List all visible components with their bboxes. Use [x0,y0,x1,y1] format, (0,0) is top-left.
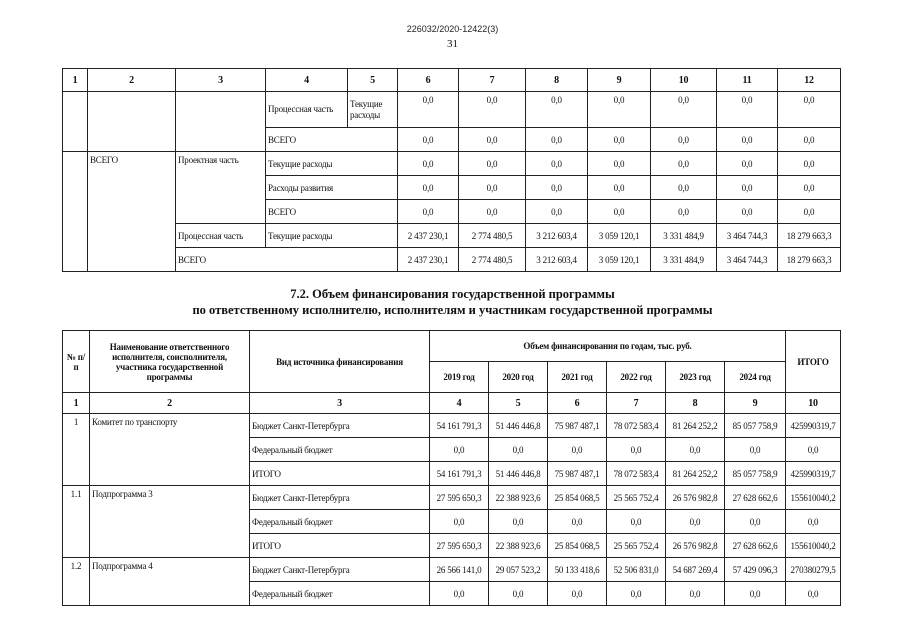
value-cell: 0,0 [398,176,459,200]
row-label: ВСЕГО [176,248,398,272]
value-cell: 0,0 [398,152,459,176]
value-cell: 0,0 [778,92,841,128]
row-number: 1 [63,414,90,486]
col-number: 8 [526,69,588,92]
value-cell: 57 429 096,3 [725,558,786,582]
table-row [63,558,841,582]
table-row [63,486,841,510]
value-cell: 270380279,5 [786,558,841,582]
value-cell: 27 595 650,3 [430,534,489,558]
value-cell: 0,0 [526,200,588,224]
value-cell: 0,0 [666,510,725,534]
value-cell: 18 279 663,3 [778,224,841,248]
value-cell: 75 987 487,1 [548,462,607,486]
header-name: Наименование ответственного исполнителя, соисполнителя, участника государственной программы [90,331,250,393]
value-cell: 0,0 [459,128,526,152]
document-number: 226032/2020-12422(3) [406,24,499,34]
section-subtitle: по ответственному исполнителю, исполнителям и участникам государственной программы [192,303,713,317]
financing-by-executor-table [62,330,841,606]
value-cell: 3 464 744,3 [717,248,778,272]
row-group-label: Процессная часть [176,224,266,248]
row-label: Расходы развития [266,176,398,200]
value-cell: 0,0 [489,438,548,462]
header-source: Вид источника финансирования [250,331,430,393]
value-cell: 0,0 [725,510,786,534]
col-number: 4 [266,69,348,92]
col-number: 2 [90,393,250,414]
value-cell: 3 464 744,3 [717,224,778,248]
funding-source: Федеральный бюджет [250,582,430,606]
value-cell: 155610040,2 [786,486,841,510]
value-cell: 0,0 [717,176,778,200]
table-row [63,248,841,272]
funding-source: Бюджет Санкт-Петербурга [250,486,430,510]
value-cell: 81 264 252,2 [666,462,725,486]
value-cell: 0,0 [786,582,841,606]
value-cell: 0,0 [588,92,651,128]
col-number: 6 [398,69,459,92]
col-number: 5 [489,393,548,414]
value-cell: 0,0 [786,510,841,534]
page-number: 31 [447,38,458,50]
col-number: 7 [607,393,666,414]
value-cell: 27 595 650,3 [430,486,489,510]
value-cell: 2 437 230,1 [398,248,459,272]
col-number: 12 [778,69,841,92]
value-cell: 0,0 [778,176,841,200]
financing-table-continued [62,68,841,272]
value-cell: 0,0 [588,152,651,176]
col-number: 6 [548,393,607,414]
value-cell: 0,0 [651,200,717,224]
value-cell: 0,0 [430,582,489,606]
value-cell: 0,0 [430,438,489,462]
row-label: Процессная часть [266,92,348,128]
col-number: 10 [786,393,841,414]
header-year: 2021 год [548,362,607,393]
col-number: 5 [348,69,398,92]
value-cell: 25 854 068,5 [548,534,607,558]
value-cell: 0,0 [717,128,778,152]
value-cell: 0,0 [398,128,459,152]
value-cell: 2 774 480,5 [459,224,526,248]
value-cell: 27 628 662,6 [725,486,786,510]
value-cell: 0,0 [459,92,526,128]
empty-cell [88,92,176,152]
value-cell: 155610040,2 [786,534,841,558]
col-number: 4 [430,393,489,414]
col-number: 9 [725,393,786,414]
value-cell: 0,0 [651,176,717,200]
value-cell: 0,0 [588,200,651,224]
funding-source: Бюджет Санкт-Петербурга [250,558,430,582]
value-cell: 0,0 [607,510,666,534]
executor-name: Комитет по транспорту [90,414,250,486]
table-row [63,152,841,176]
value-cell: 3 212 603,4 [526,248,588,272]
value-cell: 0,0 [398,200,459,224]
value-cell: 0,0 [778,128,841,152]
header-year: 2022 год [607,362,666,393]
value-cell: 0,0 [607,582,666,606]
value-cell: 0,0 [725,438,786,462]
value-cell: 0,0 [430,510,489,534]
value-cell: 22 388 923,6 [489,534,548,558]
row-label: ВСЕГО [266,128,398,152]
value-cell: 0,0 [717,152,778,176]
value-cell: 3 059 120,1 [588,224,651,248]
executor-name: Подпрограмма 3 [90,486,250,558]
value-cell: 25 565 752,4 [607,534,666,558]
value-cell: 85 057 758,9 [725,462,786,486]
value-cell: 0,0 [526,152,588,176]
value-cell: 0,0 [717,200,778,224]
empty-cell [176,92,266,152]
value-cell: 50 133 418,6 [548,558,607,582]
col-number: 1 [63,393,90,414]
value-cell: 85 057 758,9 [725,414,786,438]
value-cell: 81 264 252,2 [666,414,725,438]
value-cell: 0,0 [607,438,666,462]
funding-source: Федеральный бюджет [250,438,430,462]
value-cell: 51 446 446,8 [489,414,548,438]
value-cell: 0,0 [778,200,841,224]
empty-cell [63,152,88,272]
value-cell: 0,0 [459,200,526,224]
executor-name: Подпрограмма 4 [90,558,250,606]
value-cell: 78 072 583,4 [607,414,666,438]
value-cell: 0,0 [489,582,548,606]
value-cell: 54 161 791,3 [430,414,489,438]
value-cell: 0,0 [717,92,778,128]
value-cell: 0,0 [725,582,786,606]
value-cell: 0,0 [526,128,588,152]
header-row [63,331,841,362]
value-cell: 0,0 [666,438,725,462]
value-cell: 0,0 [459,176,526,200]
value-cell: 0,0 [651,92,717,128]
row-number: 1.2 [63,558,90,606]
header-year: 2019 год [430,362,489,393]
value-cell: 2 774 480,5 [459,248,526,272]
funding-source: ИТОГО [250,462,430,486]
value-cell: 0,0 [548,510,607,534]
value-cell: 425990319,7 [786,462,841,486]
value-cell: 3 331 484,9 [651,224,717,248]
value-cell: 0,0 [651,128,717,152]
value-cell: 0,0 [548,438,607,462]
row-sublabel: Текущие расходы [348,92,398,128]
header-total: ИТОГО [786,331,841,393]
column-number-row [63,393,841,414]
row-label: Текущие расходы [266,224,398,248]
value-cell: 0,0 [786,438,841,462]
value-cell: 425990319,7 [786,414,841,438]
col-number: 7 [459,69,526,92]
value-cell: 52 506 831,0 [607,558,666,582]
value-cell: 0,0 [778,152,841,176]
funding-source: Бюджет Санкт-Петербурга [250,414,430,438]
col-number: 10 [651,69,717,92]
funding-source: Федеральный бюджет [250,510,430,534]
value-cell: 3 212 603,4 [526,224,588,248]
value-cell: 25 565 752,4 [607,486,666,510]
header-volume: Объем финансирования по годам, тыс. руб. [430,331,786,362]
col-number: 9 [588,69,651,92]
col-number: 1 [63,69,88,92]
section-title: 7.2. Объем финансирования государственной программы [290,287,615,301]
row-group-label: Проектная часть [176,152,266,224]
value-cell: 54 687 269,4 [666,558,725,582]
value-cell: 54 161 791,3 [430,462,489,486]
col-number: 11 [717,69,778,92]
header-year: 2024 год [725,362,786,393]
funding-source: ИТОГО [250,534,430,558]
col-number: 3 [250,393,430,414]
value-cell: 26 576 982,8 [666,486,725,510]
value-cell: 3 331 484,9 [651,248,717,272]
value-cell: 27 628 662,6 [725,534,786,558]
value-cell: 0,0 [459,152,526,176]
header-num: № п/п [63,331,90,393]
value-cell: 51 446 446,8 [489,462,548,486]
row-label: ВСЕГО [266,200,398,224]
value-cell: 29 057 523,2 [489,558,548,582]
col-number: 2 [88,69,176,92]
value-cell: 0,0 [526,92,588,128]
value-cell: 26 576 982,8 [666,534,725,558]
value-cell: 75 987 487,1 [548,414,607,438]
value-cell: 26 566 141,0 [430,558,489,582]
empty-cell [63,92,88,152]
value-cell: 22 388 923,6 [489,486,548,510]
column-number-row [63,69,841,92]
col-number: 3 [176,69,266,92]
value-cell: 0,0 [548,582,607,606]
value-cell: 0,0 [588,176,651,200]
value-cell: 0,0 [489,510,548,534]
table-row [63,224,841,248]
row-number: 1.1 [63,486,90,558]
table-row [63,414,841,438]
value-cell: 25 854 068,5 [548,486,607,510]
row-group-label: ВСЕГО [88,152,176,272]
header-year: 2020 год [489,362,548,393]
value-cell: 78 072 583,4 [607,462,666,486]
value-cell: 0,0 [651,152,717,176]
value-cell: 0,0 [666,582,725,606]
value-cell: 0,0 [526,176,588,200]
value-cell: 18 279 663,3 [778,248,841,272]
row-label: Текущие расходы [266,152,398,176]
value-cell: 3 059 120,1 [588,248,651,272]
value-cell: 0,0 [398,92,459,128]
value-cell: 0,0 [588,128,651,152]
col-number: 8 [666,393,725,414]
table-row [63,92,841,128]
value-cell: 2 437 230,1 [398,224,459,248]
header-year: 2023 год [666,362,725,393]
